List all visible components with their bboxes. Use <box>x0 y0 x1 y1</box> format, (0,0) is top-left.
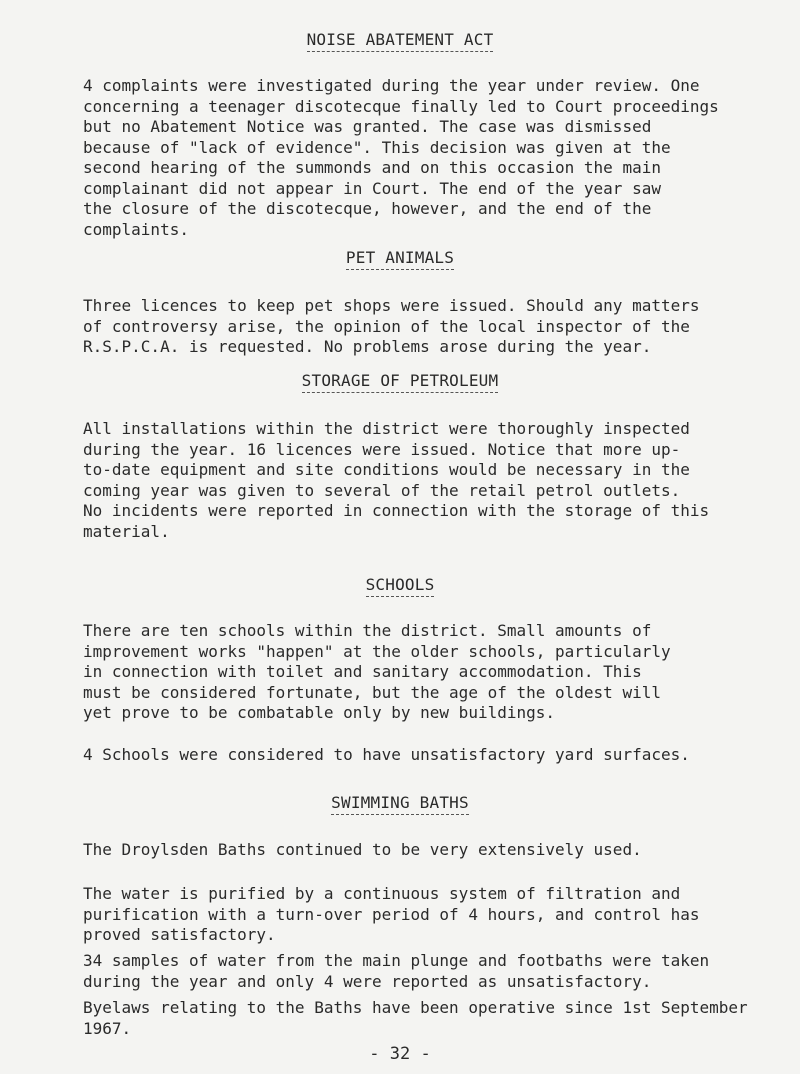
paragraph-water-samples: 34 samples of water from the main plunge and footbaths were taken during the year and only 4 were reported as unsatisfactory. <box>83 951 710 991</box>
section-heading-pet-animals: PET ANIMALS <box>0 248 800 270</box>
section-heading-swimming-baths: SWIMMING BATHS <box>0 793 800 815</box>
paragraph-storage-of-petroleum: All installations within the district were thoroughly inspected during the year. 16 licences were issued. Notice that more up- to-date equipment and site conditions would be necessary in the coming year was given to several of the retail petrol outlets. No incidents were reported in connection with the storage of this material. <box>83 419 710 541</box>
paragraph-pet-animals: Three licences to keep pet shops were issued. Should any matters of controversy arise, the opinion of the local inspector of the R.S.P.C.A. is requested. No problems arose during the year. <box>83 296 700 356</box>
paragraph-water-purification: The water is purified by a continuous system of filtration and purification with a turn-over period of 4 hours, and control has proved satisfactory. <box>83 884 700 944</box>
paragraph-schools-improvements: There are ten schools within the district. Small amounts of improvement works "happen" at the older schools, particularly in connection with toilet and sanitary accommodation. This must be considered fortunate, but the age of the oldest will yet prove to be combatable only by new buildings. <box>83 621 671 722</box>
section-heading-storage-of-petroleum: STORAGE OF PETROLEUM <box>0 371 800 393</box>
paragraph-schools-yard-surfaces: 4 Schools were considered to have unsatisfactory yard surfaces. <box>83 745 690 764</box>
page-number: - 32 - <box>369 1044 431 1064</box>
paragraph-baths-usage: The Droylsden Baths continued to be very extensively used. <box>83 840 642 859</box>
paragraph-byelaws: Byelaws relating to the Baths have been operative since 1st September 1967. <box>83 998 748 1038</box>
section-heading-noise-abatement-act: NOISE ABATEMENT ACT <box>0 30 800 52</box>
section-heading-schools: SCHOOLS <box>0 575 800 597</box>
paragraph-noise-complaints: 4 complaints were investigated during the year under review. One concerning a teenager discotecque finally led to Court proceedings but no Abatement Notice was granted. The case was dismissed because of "lack of evidence". This decision was given at the second hearing of the summonds and on this occasion the main complainant did not appear in Court. The end of the year saw the closure of the discotecque, however, and the end of the complaints. <box>83 76 719 239</box>
